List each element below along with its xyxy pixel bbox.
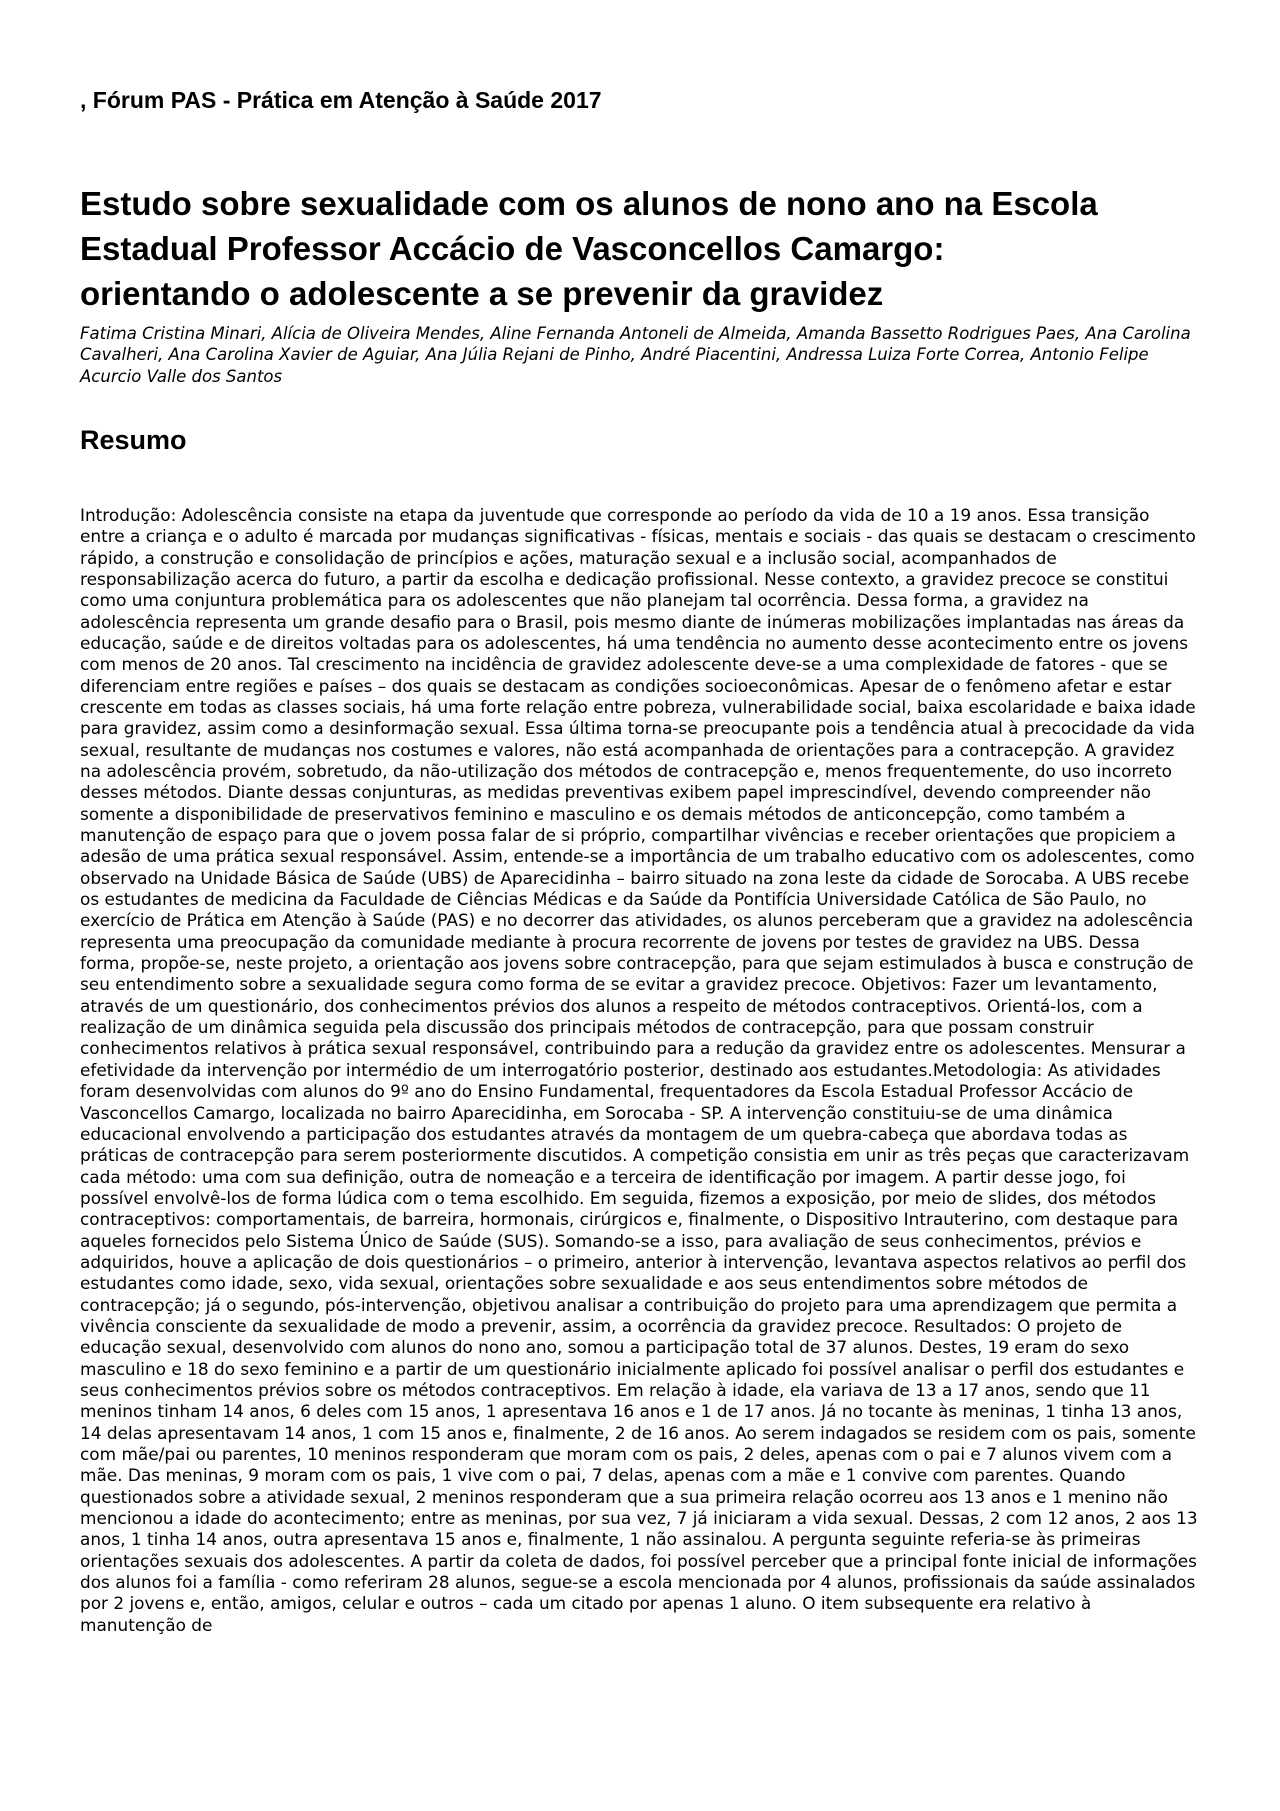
paper-title: Estudo sobre sexualidade com os alunos de nono ano na Escola Estadual Professor Accácio de Vasconcellos Camargo: orientando o adolescente a se prevenir da gravidez xyxy=(80,185,1098,312)
abstract-text: Introdução: Adolescência consiste na etapa da juventude que corresponde ao período da vida de 10 a 19 anos. Essa transição entre a criança e o adulto é marcada por mudanças significativas - físicas, mentais e sociais - das quais se destacam o crescimento rápido, a construção e consolidação de princípios e ações, maturação sexual e a inclusão social, acompanhados de responsabilização acerca do futuro, a partir da escolha e dedicação profissional. Nesse contexto, a gravidez precoce se constitui como uma conjuntura problemática para os adolescentes que não planejam tal ocorrência. Dessa forma, a gravidez na adolescência representa um grande desafio para o Brasil, pois mesmo diante de inúmeras mobilizações implantadas nas áreas da educação, saúde e de direitos voltadas para os adolescentes, há uma tendência no aumento desse acontecimento entre os jovens com menos de 20 anos. Tal crescimento na incidência de gravidez adolescente deve-se a uma complexidade de fatores - que se diferenciam entre regiões e países – dos quais se destacam as condições socioeconômicas. Apesar de o fenômeno afetar e estar crescente em todas as classes sociais, há uma forte relação entre pobreza, vulnerabilidade social, baixa escolaridade e baixa idade para gravidez, assim como a desinformação sexual. Essa última torna-se preocupante pois a tendência atual à precocidade da vida sexual, resultante de mudanças nos costumes e valores, não está acompanhada de orientações para a contracepção. A gravidez na adolescência provém, sobretudo, da não-utilização dos métodos de contracepção e, menos frequentemente, do uso incorreto desses métodos. Diante dessas conjunturas, as medidas preventivas exibem papel imprescindível, devendo compreender não somente a disponibilidade de preservativos feminino e masculino e os demais métodos de anticoncepção, como também a manutenção de espaço para que o jovem possa falar de si próprio, compartilhar vivências e receber orientações que propiciem a adesão de uma prática sexual responsável. Assim, entende-se a importância de um trabalho educativo com os adolescentes, como observado na Unidade Básica de Saúde (UBS) de Aparecidinha – bairro situado na zona leste da cidade de Sorocaba. A UBS recebe os estudantes de medicina da Faculdade de Ciências Médicas e da Saúde da Pontifícia Universidade Católica de São Paulo, no exercício de Prática em Atenção à Saúde (PAS) e no decorrer das atividades, os alunos perceberam que a gravidez na adolescência representa uma preocupação da comunidade mediante à procura recorrente de jovens por testes de gravidez na UBS. Dessa forma, propõe-se, neste projeto, a orientação aos jovens sobre contracepção, para que sejam estimulados à busca e construção de seu entendimento sobre a sexualidade segura como forma de se evitar a gravidez precoce. Objetivos: Fazer um levantamento, através de um questionário, dos conhecimentos prévios dos alunos a respeito de métodos contraceptivos. Orientá-los, com a realização de um dinâmica seguida pela discussão dos principais métodos de contracepção, para que possam construir conhecimentos relativos à prática sexual responsável, contribuindo para a redução da gravidez entre os adolescentes. Mensurar a efetividade da intervenção por intermédio de um interrogatório posterior, destinado aos estudantes.Metodologia: As atividades foram desenvolvidas com alunos do 9º ano do Ensino Fundamental, frequentadores da Escola Estadual Professor Accácio de Vasconcellos Camargo, localizada no bairro Aparecidinha, em Sorocaba - SP. A intervenção constituiu-se de uma dinâmica educacional envolvendo a participação dos estudantes através da montagem de um quebra-cabeça que abordava todas as práticas de contracepção para serem posteriormente discutidos. A competição consistia em unir as três peças que caracterizavam cada método: uma com sua definição, outra de nomeação e a terceira de identificação por imagem. A partir desse jogo, foi possível envolvê-los de forma lúdica com o tema escolhido. Em seguida, fizemos a exposição, por meio de slides, dos métodos contraceptivos: comportamentais, de barreira, hormonais, cirúrgicos e, finalmente, o Dispositivo Intrauterino, com destaque para aqueles fornecidos pelo Sistema Único de Saúde (SUS). Somando-se a isso, para avaliação de seus conhecimentos, prévios e adquiridos, houve a aplicação de dois questionários – o primeiro, anterior à intervenção, levantava aspectos relativos ao perfil dos estudantes como idade, sexo, vida sexual, orientações sobre sexualidade e aos seus entendimentos sobre métodos de contracepção; já o segundo, pós-intervenção, objetivou analisar a contribuição do projeto para uma aprendizagem que permita a vivência consciente da sexualidade de modo a prevenir, assim, a ocorrência da gravidez precoce. Resultados: O projeto de educação sexual, desenvolvido com alunos do nono ano, somou a participação total de 37 alunos. Destes, 19 eram do sexo masculino e 18 do sexo feminino e a partir de um questionário inicialmente aplicado foi possível analisar o perfil dos estudantes e seus conhecimentos prévios sobre os métodos contraceptivos. Em relação à idade, ela variava de 13 a 17 anos, sendo que 11 meninos tinham 14 anos, 6 deles com 15 anos, 1 apresentava 16 anos e 1 de 17 anos. Já no tocante às meninas, 1 tinha 13 anos, 14 delas apresentavam 14 anos, 1 com 15 anos e, finalmente, 2 de 16 anos. Ao serem indagados se residem com os pais, somente com mãe/pai ou parentes, 10 meninos responderam que moram com os pais, 2 deles, apenas com o pai e 7 alunos vivem com a mãe. Das meninas, 9 moram com os pais, 1 vive com o pai, 7 delas, apenas com a mãe e 1 convive com parentes. Quando questionados sobre a atividade sexual, 2 meninos responderam que a sua primeira relação ocorreu aos 13 anos e 1 menino não mencionou a idade do acontecimento; entre as meninas, por sua vez, 7 já iniciaram a vida sexual. Dessas, 2 com 12 anos, 2 aos 13 anos, 1 tinha 14 anos, outra apresentava 15 anos e, finalmente, 1 não assinalou. A pergunta seguinte referia-se às primeiras orientações sexuais dos adolescentes. A partir da coleta de dados, foi possível perceber que a principal fonte inicial de informações dos alunos foi a família - como referiram 28 alunos, segue-se a escola mencionada por 4 alunos, profissionais da saúde assinalados por 2 jovens e, então, amigos, celular e outros – cada um citado por apenas 1 aluno. O item subsequente era relativo à manutenção de xyxy=(80,504,1198,1635)
conference-header: , Fórum PAS - Prática em Atenção à Saúde 2017 xyxy=(80,87,602,113)
authors-list: Fatima Cristina Minari, Alícia de Oliveira Mendes, Aline Fernanda Antoneli de Almeida, Amanda Bassetto Rodrigues Paes, Ana Carolina Cavalheri, Ana Carolina Xavier de Aguiar, Ana Júlia Rejani de Pinho, André Piacentini, Andressa Luiza Forte Correa, Antonio Felipe Acurcio Valle dos Santos xyxy=(80,324,1191,386)
section-heading-resumo: Resumo xyxy=(80,424,187,455)
